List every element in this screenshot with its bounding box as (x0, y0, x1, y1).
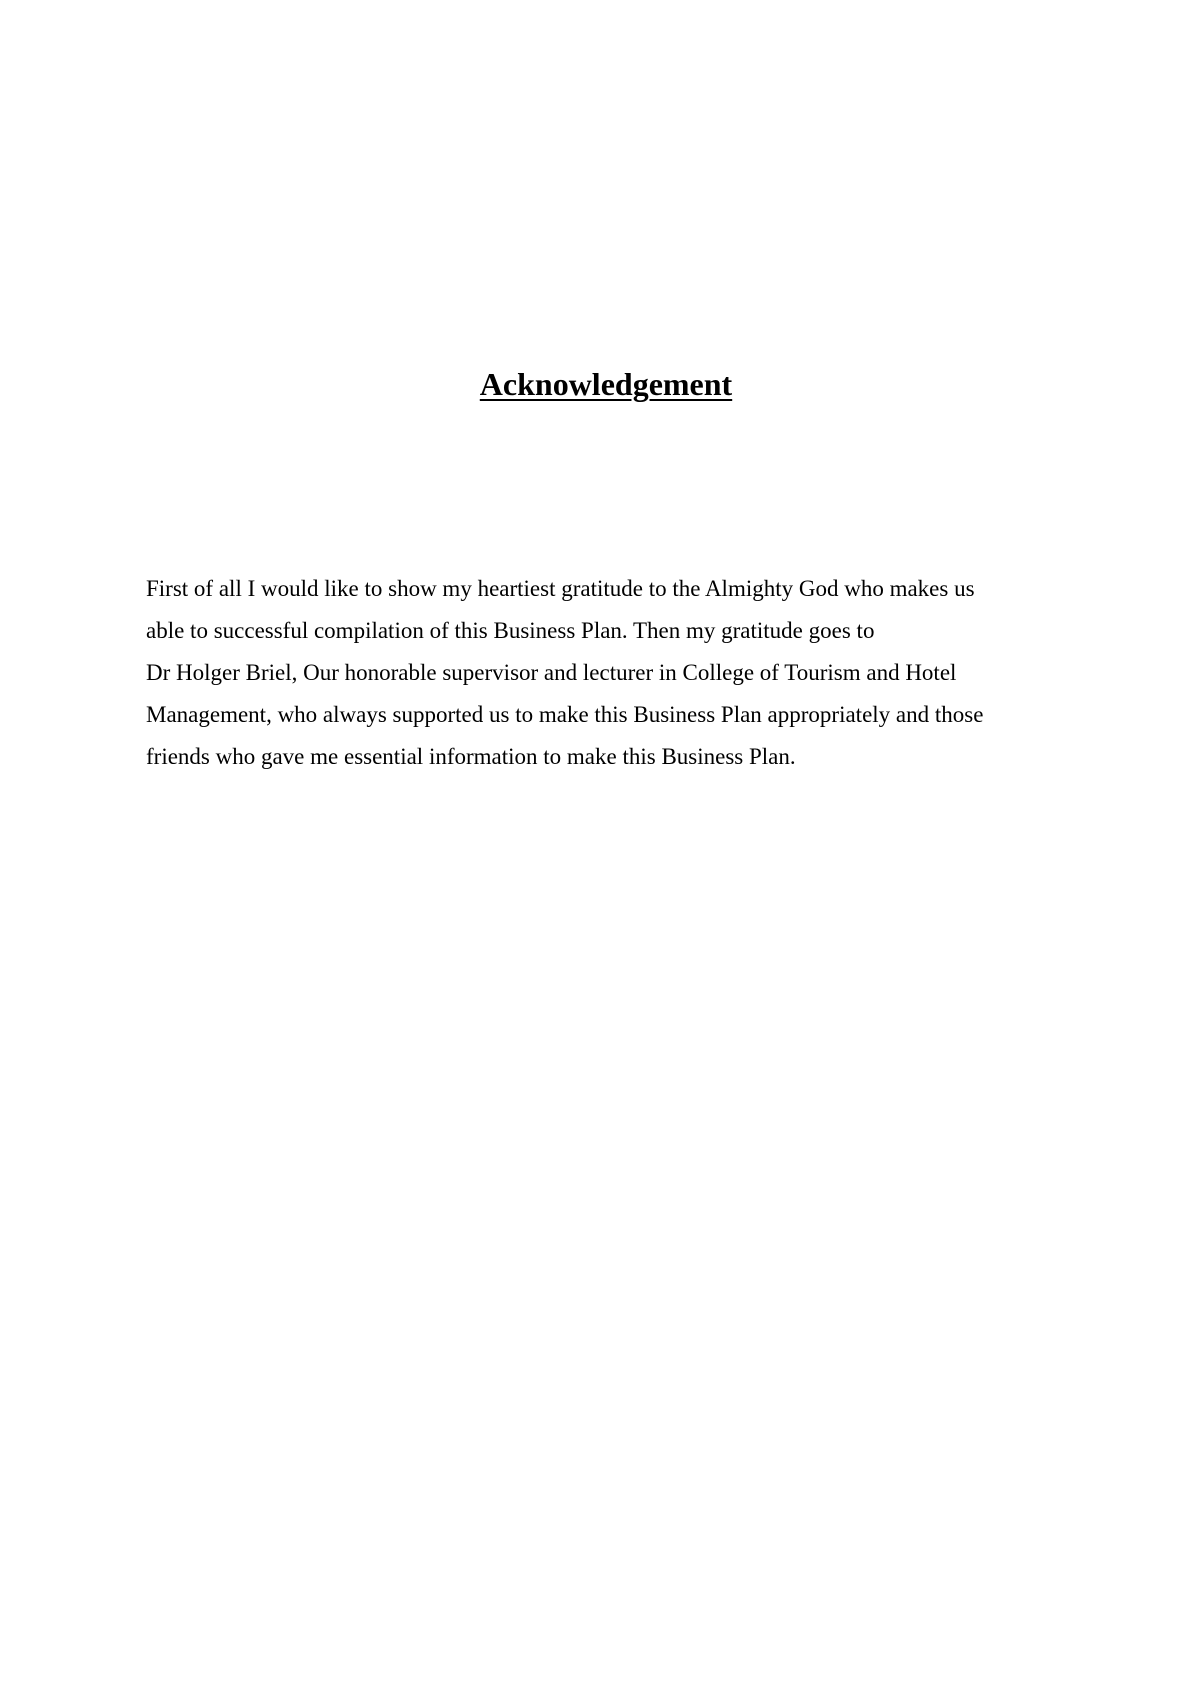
paragraph-line-2: able to successful compilation of this Business Plan. Then my gratitude goes to (146, 618, 875, 643)
paragraph-line-3: Dr Holger Briel, Our honorable supervisor and lecturer in College of Tourism and Hotel (146, 660, 957, 685)
acknowledgement-paragraph (146, 568, 1046, 778)
paragraph-line-5: friends who gave me essential information to make this Business Plan. (146, 744, 796, 769)
paragraph-line-1: First of all I would like to show my heartiest gratitude to the Almighty God who makes us (146, 576, 975, 601)
page-title: Acknowledgement (479, 366, 733, 402)
paragraph-line-4: Management, who always supported us to make this Business Plan appropriately and those (146, 702, 984, 727)
